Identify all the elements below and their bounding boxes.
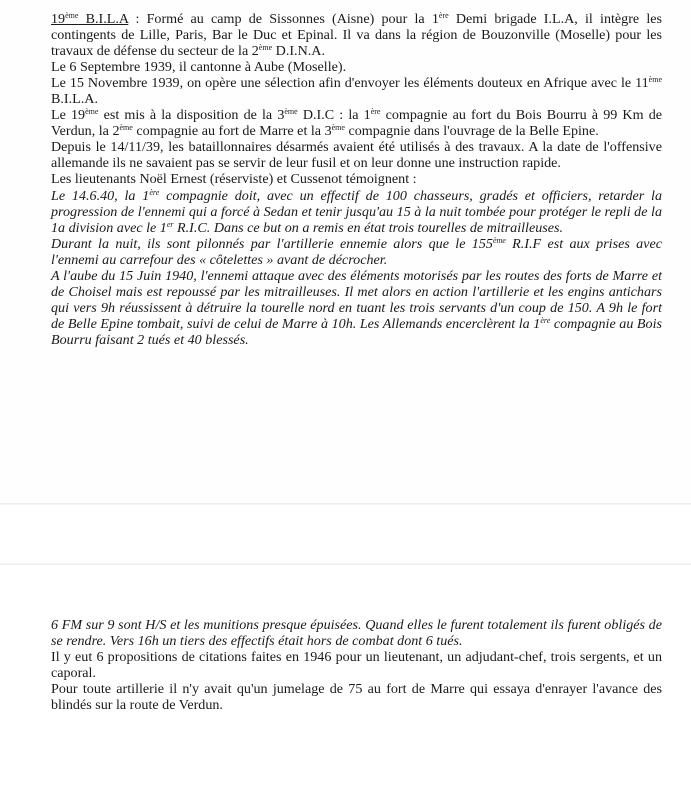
- paragraph-testimony-mission: Le 14.6.40, la 1ère compagnie doit, avec un effectif de 100 chasseurs, gradés et officiers, retarder la progression de l'ennemi qui a forcé à Sedan et tenir jusqu'au 15 à la nuit tombée pour protéger le repli de la 1a division avec le 1er R.I.C. Dans ce but on a remis en état trois tourelles de mitrailleuses.: [51, 187, 663, 236]
- text-block-upper: [51, 11, 662, 348]
- paragraph-deployment: Le 19ème est mis à la disposition de la 3ème D.I.C : la 1ère compagnie au fort du Bois Bourru à 99 Km de Verdun, la 2ème compagnie au fort de Marre et la 3ème compagnie dans l'ouvrage de la Belle Epine.: [51, 107, 663, 140]
- text-block-lower: [51, 617, 662, 713]
- page-edge-top: [0, 503, 691, 505]
- paragraph-selection: Le 15 Novembre 1939, on opère une sélection afin d'envoyer les éléments douteux en Afrique avec le 11ème B.I.L.A.: [51, 75, 662, 108]
- paragraph-cantonment: Le 6 Septembre 1939, il cantonne à Aube (Moselle).: [51, 59, 347, 76]
- paragraph-surrender: 6 FM sur 9 sont H/S et les munitions presque épuisées. Quand elles le furent totalement ils furent obligés de se rendre. Vers 16h un tiers des effectifs était hors de combat dont 6 tués.: [51, 617, 662, 650]
- paragraph-citations: Il y eut 6 propositions de citations faites en 1946 pour un lieutenant, un adjudant-chef, trois sergents, et un caporal.: [51, 649, 662, 682]
- paragraph-witnesses: Les lieutenants Noël Ernest (réserviste) et Cussenot témoignent :: [51, 171, 417, 188]
- paragraph-training: Depuis le 14/11/39, les bataillonnaires désarmés avaient été utilisés à des travaux. A la date de l'offensive allemande ils ne savaient pas se servir de leur fusil et on leur donne une instruction rapide.: [51, 139, 662, 172]
- paragraph-formation: 19ème B.I.L.A : Formé au camp de Sissonnes (Aisne) pour la 1ère Demi brigade I.L.A, il intègre les contingents de Lille, Paris, Bar le Duc et Epinal. Il va dans la région de Bouzonville (Moselle) pour les travaux de défense du secteur de la 2ème D.I.N.A.: [51, 11, 662, 60]
- paragraph-artillery: Pour toute artillerie il n'y avait qu'un jumelage de 75 au fort de Marre qui essaya d'enrayer l'avance des blindés sur la route de Verdun.: [51, 681, 662, 714]
- page-edge-bottom: [0, 563, 691, 565]
- page-gap: [0, 503, 691, 565]
- paragraph-testimony-night: Durant la nuit, ils sont pilonnés par l'artillerie ennemie alors que le 155ème R.I.F est aux prises avec l'ennemi au carrefour des « côtelettes » avant de décrocher.: [51, 235, 662, 268]
- unit-name: 19ème B.I.L.A: [51, 11, 129, 27]
- paragraph-testimony-attack: A l'aube du 15 Juin 1940, l'ennemi attaque avec des éléments motorisés par les routes des forts de Marre et de Choisel mais est repoussé par les mitrailleuses. Il met alors en action l'artillerie et les engins antichars qui vers 9h réussissent à détruire la tourelle nord en tuant les trois servants d'un coup de 150. A 9h le fort de Belle Epine tombait, suivi de celui de Marre à 10h. Les Allemands encerclèrent la 1ère compagnie au Bois Bourru faisant 2 tués et 40 blessés.: [51, 267, 662, 348]
